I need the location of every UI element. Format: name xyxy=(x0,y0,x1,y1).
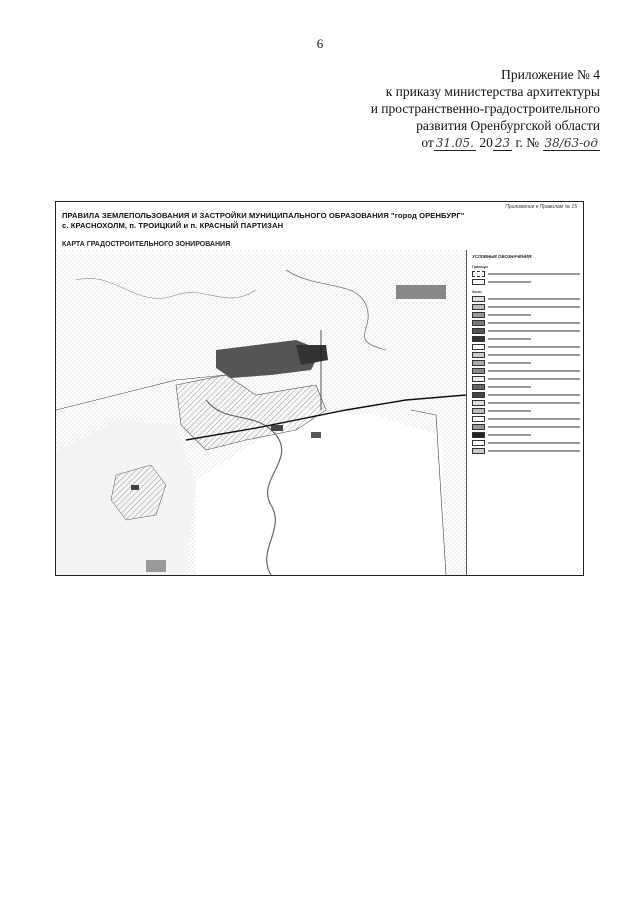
legend-item xyxy=(472,271,580,277)
map-title-line-2: с. КРАСНОХОЛМ, п. ТРОИЦКИЙ и п. КРАСНЫЙ ПАРТИЗАН xyxy=(62,221,284,230)
legend-item xyxy=(472,368,580,374)
legend-item xyxy=(472,392,580,398)
year-printed: 20 xyxy=(479,135,493,150)
zoning-map xyxy=(55,201,584,576)
legend-item xyxy=(472,416,580,422)
legend-item xyxy=(472,336,580,342)
map-subtitle: КАРТА ГРАДОСТРОИТЕЛЬНОГО ЗОНИРОВАНИЯ xyxy=(62,241,231,248)
block-2 xyxy=(311,432,321,438)
legend-item xyxy=(472,384,580,390)
legend-item xyxy=(472,408,580,414)
order-number-handwritten: 38/63-од xyxy=(544,136,598,150)
legend-item xyxy=(472,376,580,382)
legend-section-boundaries: Границы xyxy=(472,265,488,269)
header-line-2: к приказу министерства архитектуры xyxy=(385,84,600,99)
legend-item xyxy=(472,296,580,302)
year-suffix: г. № xyxy=(515,135,540,150)
page-number: 6 xyxy=(316,36,324,51)
date-handwritten: 31.05. xyxy=(435,136,474,150)
legend-item xyxy=(472,360,580,366)
legend-item xyxy=(472,432,580,438)
legend-item xyxy=(472,424,580,430)
year-handwritten: 23 xyxy=(494,136,511,150)
map-title-line-1: ПРАВИЛА ЗЕМЛЕПОЛЬЗОВАНИЯ И ЗАСТРОЙКИ МУНИЦИПАЛЬНОГО ОБРАЗОВАНИЯ "город ОРЕНБУРГ" xyxy=(62,211,465,220)
header-line-3: и пространственно-градостроительного xyxy=(370,101,600,116)
header-date-line xyxy=(270,134,600,152)
date-prefix: от xyxy=(421,135,434,150)
block-3 xyxy=(131,485,139,490)
map-top-note: Приложение к Правилам № 15 xyxy=(505,204,577,210)
legend-item xyxy=(472,352,580,358)
northeast-zone xyxy=(396,285,446,299)
header-line-4: развития Оренбургской области xyxy=(416,118,600,133)
legend-item xyxy=(472,328,580,334)
map-drawing xyxy=(56,250,466,575)
document-header xyxy=(270,66,600,152)
legend-section-zones: Зоны xyxy=(472,290,482,294)
legend-item xyxy=(472,279,580,285)
map-title xyxy=(62,211,572,231)
legend-item xyxy=(472,400,580,406)
legend-item xyxy=(472,344,580,350)
block-1 xyxy=(271,425,283,431)
legend-item xyxy=(472,440,580,446)
south-zone xyxy=(146,560,166,572)
legend-item xyxy=(472,312,580,318)
header-line-1: Приложение № 4 xyxy=(501,67,600,82)
legend-title: УСЛОВНЫЕ ОБОЗНАЧЕНИЯ: xyxy=(472,254,533,259)
legend-item xyxy=(472,320,580,326)
legend-item xyxy=(472,448,580,454)
legend-item xyxy=(472,304,580,310)
map-legend xyxy=(466,250,584,575)
